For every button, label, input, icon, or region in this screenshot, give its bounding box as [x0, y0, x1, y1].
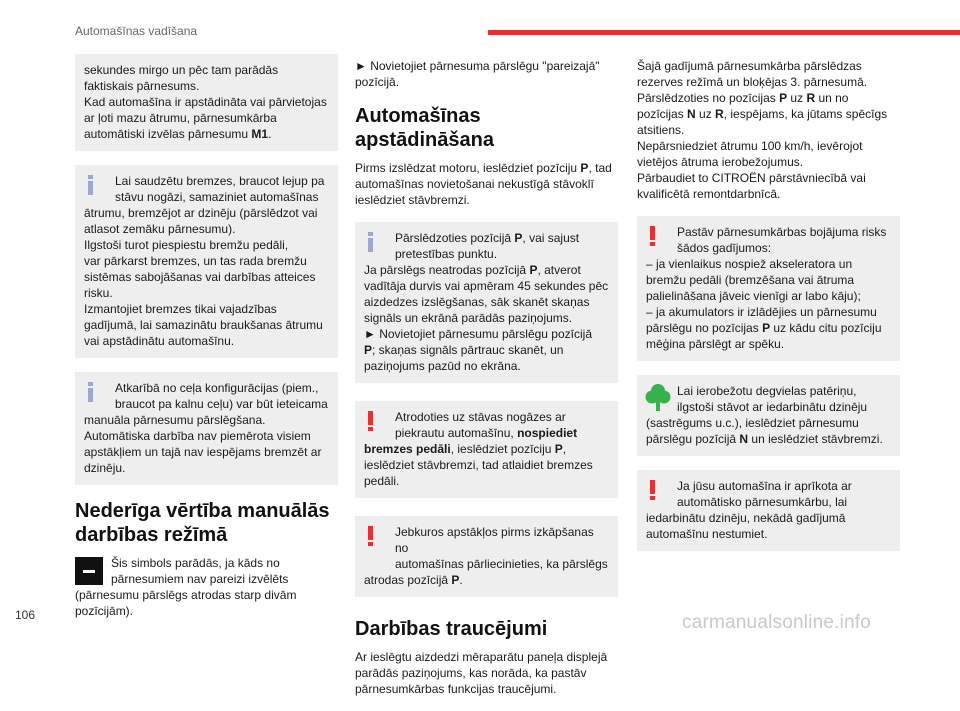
text-line: stāvu nogāzi, samaziniet automašīnas: [115, 190, 319, 204]
text-line: ► Novietojiet pārnesumu pārslēgu pozīcijā: [364, 327, 592, 341]
text-line: ; skaņas signāls pārtrauc skanēt, un: [372, 343, 564, 357]
text-line: pozīcijā.: [355, 75, 400, 89]
warning-box-exit: [355, 516, 618, 597]
gear-code: P: [580, 161, 589, 175]
text-line: apstākļiem un tajā nav iespējams bremzēt ar: [84, 445, 322, 459]
eco-tree-icon: [645, 383, 671, 411]
text-line: Kad automašīna ir apstādināta vai pārvietojas: [84, 95, 327, 109]
warning-icon: [647, 480, 659, 500]
text-line: , iespējams, ka jūtams spēcīgs: [723, 107, 888, 121]
text-line: .: [459, 573, 463, 587]
text-line: Ja jūsu automašīna ir aprīkota ar: [677, 479, 852, 493]
backup-mode-paragraph: [637, 58, 900, 202]
text-line: pozīcijas: [637, 107, 688, 121]
text-line: pārnesumiem nav pareizi izvēlēts: [111, 572, 289, 586]
text-line: un no: [815, 91, 849, 105]
text-line: atlasot zemāku pārnesumu).: [84, 222, 236, 236]
text-line: pārnesumkārbas funkcijas traucējumi.: [355, 682, 557, 696]
text-line: palielināšana jāveic vienīgi ar labo kāju);: [646, 289, 861, 303]
text-line: aizdedzes izslēgšanas, sāk skanēt skaņas: [364, 295, 590, 309]
bold-text: bremzes pedāli: [364, 442, 451, 456]
bold-text: nospiediet: [517, 426, 578, 440]
column-1: [75, 54, 338, 619]
text-line: uz: [787, 91, 807, 105]
text-line: automātisko pārnesumkārbu, lai: [677, 495, 848, 509]
warning-box-slope: [355, 401, 618, 498]
text-line: un ieslēdziet stāvbremzi.: [748, 432, 883, 446]
text-line: ,: [562, 442, 567, 456]
info-icon: [85, 175, 97, 195]
warning-icon: [365, 526, 377, 546]
text-line: gadījumā, lai samazinātu braukšanas ātrumu: [84, 318, 323, 332]
text-line: Pirms izslēdzat motoru, ieslēdziet pozīciju: [355, 161, 581, 175]
text-line: automātiski izvēlas pārnesumu: [84, 127, 252, 141]
text-line: pretestības punktu.: [395, 247, 498, 261]
indented-lines: [646, 478, 891, 510]
text-line: – ja vienlaikus nospiež akseleratora un: [646, 257, 853, 271]
text-line: , vai sajust: [522, 231, 580, 245]
section-heading-stopping: Automašīnas apstādināšana: [355, 105, 494, 151]
text-line: braucot pa kalnu ceļu) var būt ieteicama: [115, 397, 328, 411]
info-icon: [365, 232, 377, 252]
text-line: Pastāv pārnesumkārbas bojājuma risks: [677, 225, 887, 239]
section-heading-malfunctions: Darbības traucējumi: [355, 618, 548, 640]
indented-lines: [646, 224, 891, 256]
text-line: Jebkuros apstākļos pirms izkāpšanas no: [395, 525, 594, 555]
indented-lines: [84, 380, 329, 412]
text-line: uz kādu citu pozīciju: [770, 321, 882, 335]
text-line: Lai saudzētu bremzes, braucot lejup pa: [115, 174, 325, 188]
indented-lines: [364, 409, 609, 441]
indented-lines: [84, 173, 329, 205]
text-line: , ieslēdziet pozīciju: [450, 442, 555, 456]
text-line: pārslēgu no pozīcijas: [646, 321, 763, 335]
text-line: automašīnas pārliecinieties, ka pārslēgs: [395, 557, 608, 571]
gear-code: P: [554, 442, 563, 456]
text-line: automašīnu nestumiet.: [646, 527, 768, 541]
text-line: , tad: [588, 161, 612, 175]
text-line: ieslēdziet stāvbremzi.: [355, 193, 470, 207]
warning-icon: [647, 226, 659, 246]
info-box-manual-shift: [75, 372, 338, 485]
text-line: dzinēju.: [84, 461, 126, 475]
text-line: šādos gadījumos:: [677, 241, 772, 255]
text-line: manuāla pārnesumu pārslēgšana.: [84, 413, 266, 427]
indented-lines: [646, 383, 891, 415]
text-line: Izmantojiet bremzes tikai vajadzības: [84, 302, 277, 316]
text-line: ilgstoši stāvot ar iedarbinātu dzinēju: [677, 400, 868, 414]
text-line: mēģina pārslēgt ar spēku.: [646, 337, 785, 351]
text-line: Atkarībā no ceļa konfigurācijas (piem.,: [115, 381, 319, 395]
gear-code: P: [762, 321, 771, 335]
text-line: Pārbaudiet to CITROËN pārstāvniecībā vai: [637, 171, 866, 185]
text-line: bremžu pedāli (bremzēšana vai ātruma: [646, 273, 855, 287]
dash-symbol-icon: [75, 557, 103, 585]
text-line: (sastrēgums u.c.), ieslēdziet pārnesumu: [646, 416, 859, 430]
header-accent-bar: [488, 30, 960, 35]
text-line: ieslēdziet stāvbremzi, tad atlaidiet bremzes: [364, 458, 593, 472]
info-box-park-position: [355, 222, 618, 383]
text-line: Ilgstoši turot piespiestu bremžu pedāli,: [84, 238, 289, 252]
gear-code: P: [779, 91, 788, 105]
eco-box-fuel: [637, 375, 900, 456]
text-line: atrodas pozīcijā: [364, 573, 452, 587]
text-line: Pārslēdzoties no pozīcijas: [637, 91, 780, 105]
text-line: – ja akumulators ir izlādējies un pārnesumu: [646, 305, 877, 319]
text-line: rezerves režīmā un bloķējas 3. pārnesumā.: [637, 75, 868, 89]
text-line: sistēmas sabojāšanas vai darbības atteices: [84, 270, 316, 284]
text-line: paziņojums pazūd no ekrāna.: [364, 359, 521, 373]
gear-code: P: [451, 573, 460, 587]
text-line: signāls un ekrānā parādās paziņojums.: [364, 311, 573, 325]
malfunction-paragraph: [355, 649, 618, 697]
running-header: Automašīnas vadīšana: [75, 24, 198, 38]
gear-code: P: [514, 231, 523, 245]
text-line: risku.: [84, 286, 113, 300]
text-line: Ja pārslēgs neatrodas pozīcijā: [364, 263, 530, 277]
info-icon: [85, 382, 97, 402]
section-heading-invalid-value: [75, 499, 338, 547]
text-line: pedāli.: [364, 474, 400, 488]
gear-code: R: [806, 91, 816, 105]
text-line: uz: [695, 107, 716, 121]
text-line: .: [268, 127, 272, 141]
indented-lines: [364, 230, 609, 262]
text-line: Lai ierobežotu degvielas patēriņu,: [677, 384, 857, 398]
text-line: atsitiens.: [637, 123, 685, 137]
text-line: , atverot: [537, 263, 581, 277]
text-line: faktiskais pārnesums.: [84, 79, 200, 93]
gear-code: M1: [251, 127, 269, 141]
gear-code: R: [715, 107, 724, 121]
indented-lines: [364, 524, 609, 572]
heading-line: Nederīga vērtība manuālās: [75, 500, 330, 522]
text-line: automašīnas novietošanai nekustīgā stāvoklī: [355, 177, 594, 191]
indented-lines: [75, 555, 338, 587]
symbol-description: [75, 555, 338, 619]
text-line: Automātiska darbība nav piemērota visiem: [84, 429, 311, 443]
text-line: Ar ieslēgtu aizdedzi mēraparātu paneļa displejā: [355, 650, 608, 664]
stopping-paragraph: [355, 160, 618, 208]
gear-code: P: [529, 263, 538, 277]
column-3: [637, 54, 900, 565]
instruction-paragraph: [355, 58, 618, 90]
text-line: iedarbinātu dzinēju, nekādā gadījumā: [646, 511, 846, 525]
page-number: 106: [15, 608, 36, 622]
text-line: (pārnesumu pārslēgs atrodas starp divām: [75, 588, 297, 602]
text-line: parādās paziņojums, kas norāda, ka pastāv: [355, 666, 587, 680]
text-line: ar ļoti mazu ātrumu, pārnesumkārba: [84, 111, 277, 125]
warning-box-no-push: [637, 470, 900, 551]
text-line: vai apstādinātu automašīnu.: [84, 334, 235, 348]
text-line: var pārkarst bremzes, un tas rada bremžu: [84, 254, 307, 268]
text-line: piekrautu automašīnu,: [395, 426, 518, 440]
text-line: Šis simbols parādās, ja kāds no: [111, 556, 280, 570]
column-2: [355, 54, 618, 711]
gear-code: P: [364, 343, 373, 357]
text-line: ātrumu, bremzējot ar dzinēju (pārslēdzot vai: [84, 206, 318, 220]
note-box-gear-display: [75, 54, 338, 151]
text-line: Nepārsniedziet ātrumu 100 km/h, ievērojot: [637, 139, 863, 153]
text-line: Pārslēdzoties pozīcijā: [395, 231, 515, 245]
watermark: carmanualsonline.info: [682, 612, 872, 633]
text-line: ► Novietojiet pārnesuma pārslēgu "pareizajā": [355, 59, 600, 73]
heading-line: darbības režīmā: [75, 524, 228, 546]
gear-code: N: [739, 432, 749, 446]
text-line: Atrodoties uz stāvas nogāzes ar: [395, 410, 566, 424]
info-box-braking: [75, 165, 338, 358]
gear-code: N: [687, 107, 696, 121]
text-line: pozīcijām).: [75, 604, 134, 618]
text-line: pārslēgu pozīcijā: [646, 432, 740, 446]
text-line: sekundes mirgo un pēc tam parādās: [84, 63, 279, 77]
text-line: kvalificētā remontdarbnīcā.: [637, 187, 781, 201]
text-line: vietējos ātruma ierobežojumus.: [637, 155, 804, 169]
warning-icon: [365, 411, 377, 431]
warning-box-gearbox-damage: [637, 216, 900, 361]
text-line: vadītāja durvis vai apmēram 45 sekundes pēc: [364, 279, 609, 293]
text-line: Šajā gadījumā pārnesumkārba pārslēdzas: [637, 59, 862, 73]
